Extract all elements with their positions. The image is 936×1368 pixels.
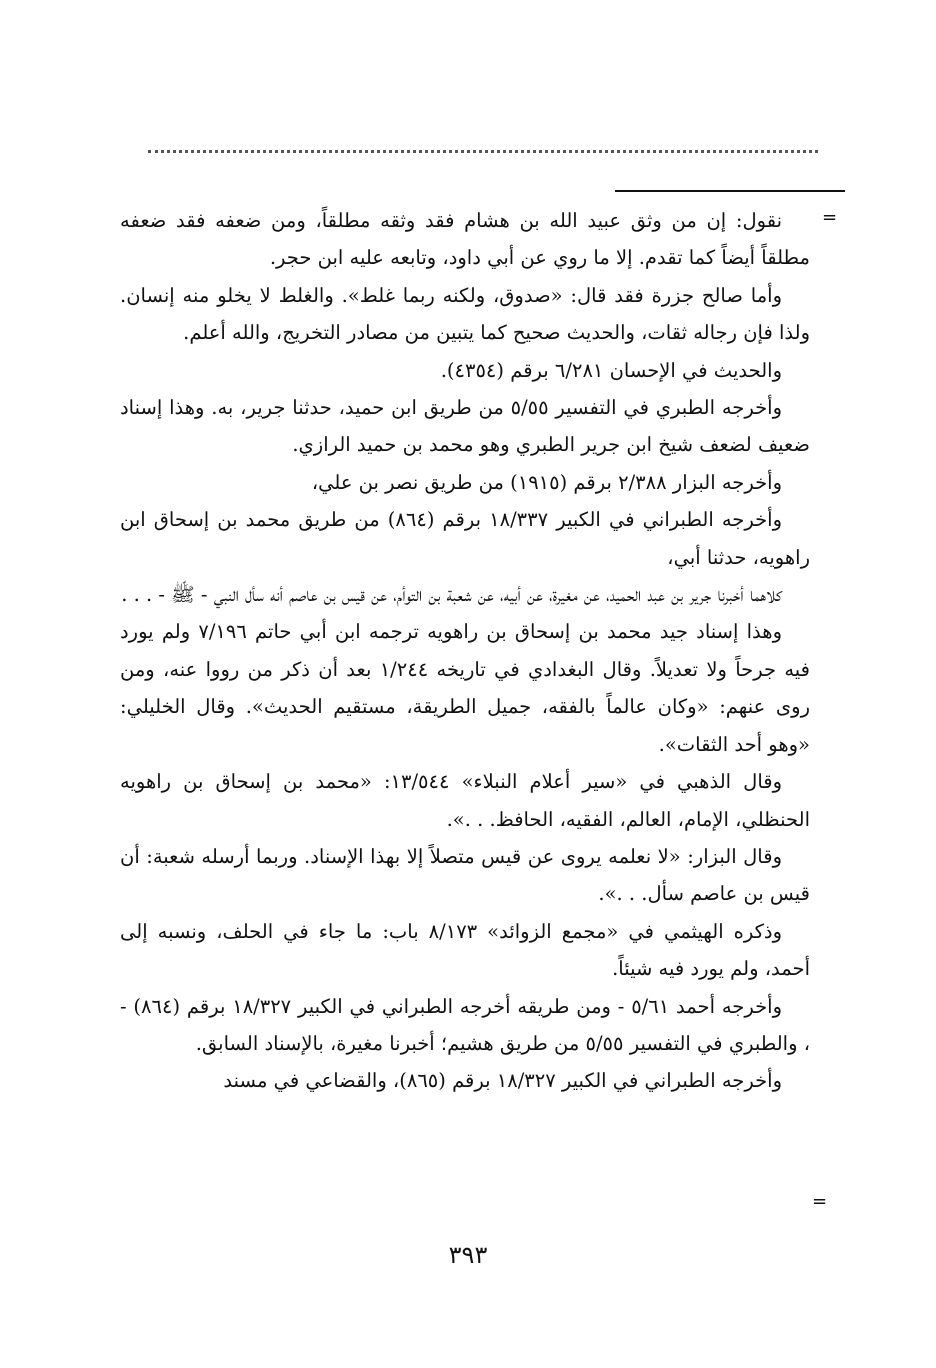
continuation-mark-bottom: = <box>812 1191 828 1212</box>
footnote-paragraph-1: نقول: إن من وثق عبيد الله بن هشام فقد وثقه مطلقاً، ومن ضعفه فقد ضعفه مطلقاً أيضاً كما تقدم. إلا ما روي عن أبي داود، وتابعه عليه ابن حجر. <box>120 209 810 270</box>
footnote-paragraph-2: وأما صالح جزرة فقد قال: «صدوق، ولكنه ربما غلط». والغلط لا يخلو منه إنسان. ولذا فإن رجاله ثقات، والحديث صحيح كما يتبين من مصادر التخريج، والله أعلم. <box>120 283 810 345</box>
footnote-paragraph-3: والحديث في الإحسان ٦/٢٨١ برقم (٤٣٥٤). <box>440 358 782 382</box>
footnote-paragraph-6: وأخرجه الطبراني في الكبير ١٨/٣٣٧ برقم (٨٦٤) من طريق محمد بن إسحاق ابن راهويه، حدثنا أبي، <box>120 508 810 569</box>
footnote-paragraph-11: وذكره الهيثمي في «مجمع الزوائد» ٨/١٧٣ باب: ما جاء في الحلف، ونسبه إلى أحمد، ولم يورد فيه شيئاً. <box>120 919 810 981</box>
footnote-paragraph-4: وأخرجه الطبري في التفسير ٥/٥٥ من طريق ابن حميد، حدثنا جرير، به. وهذا إسناد ضعيف لضعف شيخ ابن جرير الطبري وهو محمد بن حميد الرازي. <box>120 396 810 457</box>
footnote-paragraph-9: وقال الذهبي في «سير أعلام النبلاء» ١٣/٥٤٤: «محمد بن إسحاق بن راهويه الحنظلي، الإمام، العالم، الفقيه، الحافظ. . .». <box>120 770 810 831</box>
footnote-text-block <box>120 202 810 1100</box>
footnote-paragraph-13: وأخرجه الطبراني في الكبير ١٨/٣٢٧ برقم (٨٦٥)، والقضاعي في مسند <box>223 1069 782 1093</box>
footnote-paragraph-7: كلاهما أخبرنا جرير بن عبد الحميد، عن مغيرة، عن أبيه، عن شعبة بن التوأم، عن قيس بن عاصم أنه سأل النبي - ﷺ - . . . <box>121 583 782 607</box>
page-number: ٣٩٣ <box>448 1241 488 1269</box>
continuation-mark-top: = <box>822 207 838 228</box>
footnote-paragraph-10: وقال البزار: «لا نعلمه يروى عن قيس متصلاً إلا بهذا الإسناد. وربما أرسله شعبة: أن قيس بن عاصم سأل. . .». <box>120 844 810 906</box>
footnote-paragraph-12: وأخرجه أحمد ٥/٦١ - ومن طريقه أخرجه الطبراني في الكبير ١٨/٣٢٧ برقم (٨٦٤) - ، والطبري في التفسير ٥/٥٥ من طريق هشيم؛ أخبرنا مغيرة، بالإسناد السابق. <box>120 994 810 1055</box>
footnote-separator-rule <box>615 190 845 192</box>
footnote-paragraph-8: وهذا إسناد جيد محمد بن إسحاق بن راهويه ترجمه ابن أبي حاتم ٧/١٩٦ ولم يورد فيه جرحاً ولا تعديلاً. وقال البغدادي في تاريخه ١/٢٤٤ بعد أن ذكر من رووا عنه، ومن روى عنهم: «وكان عالماً بالفقه، جميل الطريقة، مستقيم الحديث». وقال الخليلي: «وهو أحد الثقات». <box>120 620 810 756</box>
footnote-paragraph-5: وأخرجه البزار ٢/٣٨٨ برقم (١٩١٥) من طريق نصر بن علي، <box>311 470 782 494</box>
header-dotted-rule <box>148 150 818 153</box>
